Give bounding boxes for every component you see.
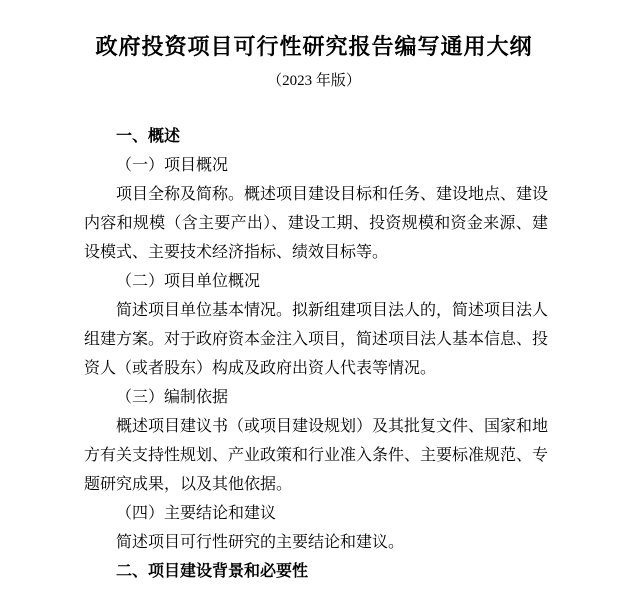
subheading: （三）编制依据 bbox=[116, 389, 229, 406]
paragraph: 项目全称及简称。概述项目建设目标和任务、建设地点、建设内容和规模（含主要产出）、建设工期、投资规模和资金来源、建设模式、主要技术经济指标、绩效目标等。 bbox=[84, 186, 549, 261]
subheading: （四）主要结论和建议 bbox=[116, 505, 277, 522]
paragraph: 简述项目单位基本情况。拟新组建项目法人的，简述项目法人组建方案。对于政府资本金注入项目，简述项目法人基本信息、投资人（或者股东）构成及政府出资人代表等情况。 bbox=[84, 302, 549, 377]
subheading: （二）项目单位概况 bbox=[116, 273, 261, 290]
paragraph: 概述项目建议书（或项目建设规划）及其批复文件、国家和地方有关支持性规划、产业政策和行业准入条件、主要标准规范、专题研究成果，以及其他依据。 bbox=[84, 418, 549, 493]
section-heading: 一、概述 bbox=[116, 128, 181, 145]
document-title: 政府投资项目可行性研究报告编写通用大纲 bbox=[95, 34, 533, 59]
document-body bbox=[84, 122, 548, 586]
subheading: （一）项目概况 bbox=[116, 157, 229, 174]
section-heading: 二、项目建设背景和必要性 bbox=[116, 563, 309, 580]
document-subtitle: （2023 年版） bbox=[267, 73, 361, 89]
paragraph: 简述项目可行性研究的主要结论和建议。 bbox=[116, 534, 405, 551]
